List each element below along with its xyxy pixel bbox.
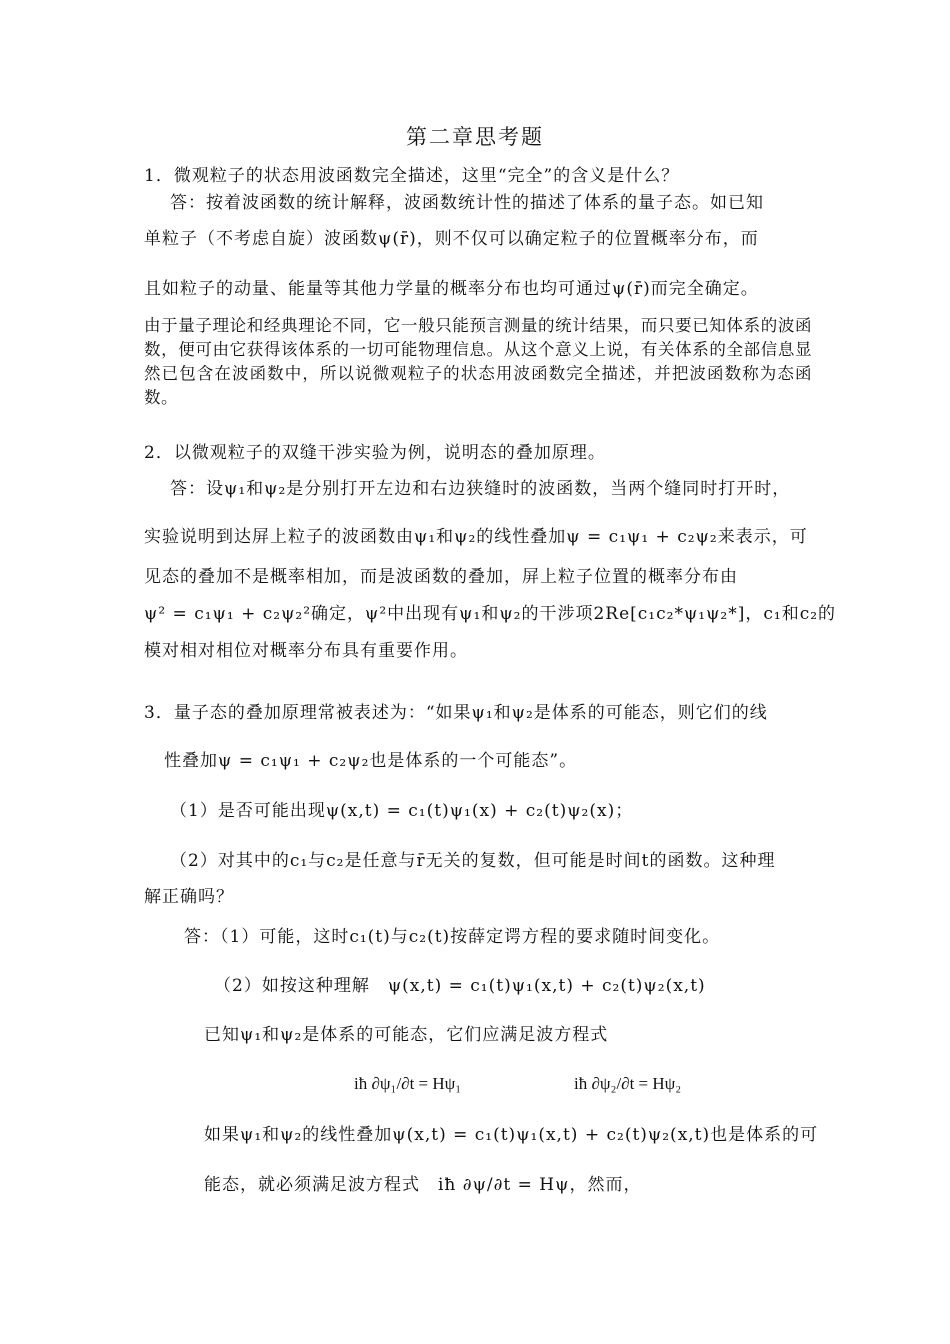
- q3-answer-2: （2）如按这种理解 ψ(x,t) = c₁(t)ψ₁(x,t) + c₂(t)ψ₂(x,t): [214, 976, 706, 996]
- q3-subquestion-1: （1）是否可能出现ψ(x,t) = c₁(t)ψ₁(x) + c₂(t)ψ₂(x)；: [170, 801, 634, 821]
- q3-answer-1: 答：（1）可能，这时c₁(t)与c₂(t)按薛定谔方程的要求随时间变化。: [184, 927, 721, 947]
- q3-subquestion-2-cont: 解正确吗？: [144, 887, 234, 907]
- q1-answer-line: 且如粒子的动量、能量等其他力学量的概率分布也均可通过ψ(r̄)而完全确定。: [144, 279, 759, 299]
- q3-subquestion-2: （2）对其中的c₁与c₂是任意与r̄无关的复数，但可能是时间t的函数。这种理: [170, 851, 776, 871]
- wave-equation-psi2: iħ ∂ψ₂/∂t = Hψ₂: [574, 1074, 682, 1093]
- q3-question-line: 性叠加ψ = c₁ψ₁ + c₂ψ₂也是体系的一个可能态”。: [164, 751, 578, 771]
- q3-question-line: 3．量子态的叠加原理常被表述为：“如果ψ₁和ψ₂是体系的可能态，则它们的线: [144, 703, 768, 723]
- wave-equation-psi1: iħ ∂ψ₁/∂t = Hψ₁: [354, 1074, 462, 1093]
- q3-answer-line: 能态，就必须满足波方程式 iħ ∂ψ/∂t = Hψ，然而，: [204, 1175, 642, 1195]
- q2-answer-line: 答：设ψ₁和ψ₂是分别打开左边和右边狭缝时的波函数，当两个缝同时打开时，: [170, 479, 791, 499]
- q2-question: 2．以微观粒子的双缝干涉实验为例，说明态的叠加原理。: [144, 443, 606, 463]
- page-title: 第二章思考题: [406, 125, 544, 149]
- q1-question: 1．微观粒子的状态用波函数完全描述，这里“完全”的含义是什么？: [144, 166, 680, 186]
- q2-answer-line: ψ² = c₁ψ₁ + c₂ψ₂²确定，ψ²中出现有ψ₁和ψ₂的干涉项2Re[c₁c₂*ψ₁ψ₂*]，c₁和c₂的: [144, 604, 837, 624]
- q1-answer-paragraph: 由于量子理论和经典理论不同，它一般只能预言测量的统计结果，而只要已知体系的波函数，便可由它获得该体系的一切可能物理信息。从这个意义上说，有关体系的全部信息显然已包含在波函数中，所以说微观粒子的状态用波函数完全描述，并把波函数称为态函数。: [144, 316, 812, 407]
- q1-answer-line: 单粒子（不考虑自旋）波函数ψ(r̄)，则不仅可以确定粒子的位置概率分布，而: [144, 229, 759, 249]
- q1-answer-line: 答：按着波函数的统计解释，波函数统计性的描述了体系的量子态。如已知: [170, 193, 764, 213]
- q3-answer-line: 已知ψ₁和ψ₂是体系的可能态，它们应满足波方程式: [204, 1025, 609, 1045]
- q2-answer-line: 模对相对相位对概率分布具有重要作用。: [144, 641, 468, 661]
- q2-answer-line: 见态的叠加不是概率相加，而是波函数的叠加，屏上粒子位置的概率分布由: [144, 567, 738, 587]
- q3-answer-line: 如果ψ₁和ψ₂的线性叠加ψ(x,t) = c₁(t)ψ₁(x,t) + c₂(t)ψ₂(x,t)也是体系的可: [204, 1125, 819, 1145]
- q2-answer-line: 实验说明到达屏上粒子的波函数由ψ₁和ψ₂的线性叠加ψ = c₁ψ₁ + c₂ψ₂来表示，可: [144, 527, 808, 547]
